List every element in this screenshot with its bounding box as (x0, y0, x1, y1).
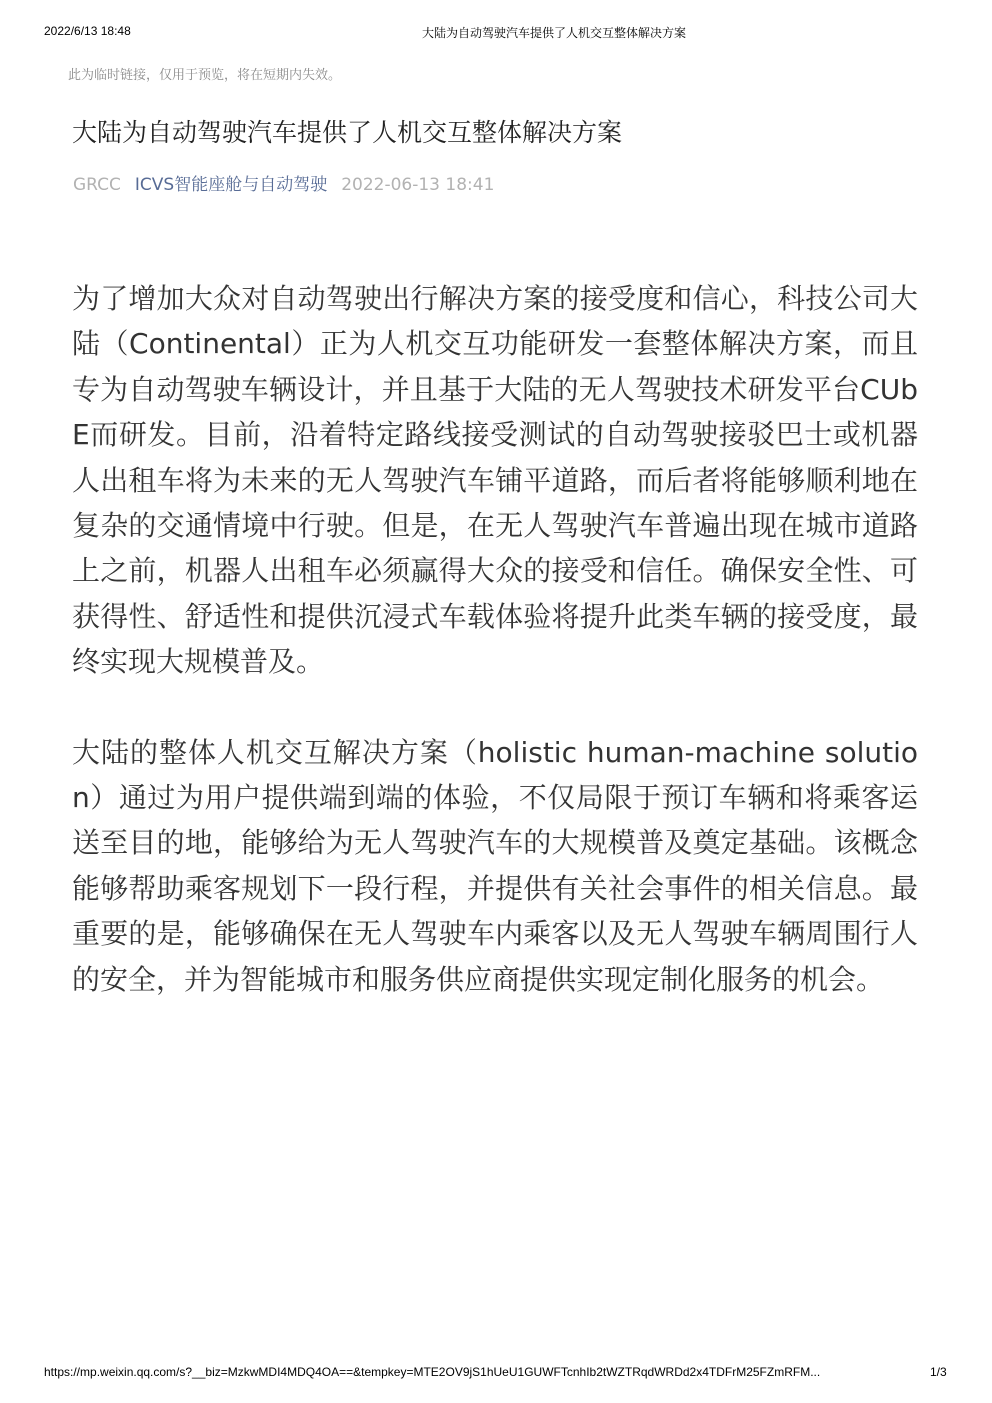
article-title: 大陆为自动驾驶汽车提供了人机交互整体解决方案 (72, 118, 623, 147)
publish-time: 2022-06-13 18:41 (341, 175, 495, 195)
author-name: GRCC (73, 175, 121, 195)
temporary-link-notice: 此为临时链接，仅用于预览，将在短期内失效。 (68, 68, 342, 83)
article-paragraph: 大陆的整体人机交互解决方案（holistic human-machine solution）通过为用户提供端到端的体验，不仅局限于预订车辆和将乘客运送至目的地，能够给为无人驾驶汽车的大规模普及奠定基础。该概念能够帮助乘客规划下一段行程，并提供有关社会事件的相关信息。最重要的是，能够确保在无人驾驶车内乘客以及无人驾驶车辆周围行人的安全，并为智能城市和服务供应商提供实现定制化服务的机会。 (72, 735, 918, 996)
article-meta (73, 170, 494, 195)
account-name-link[interactable]: ICVS智能座舱与自动驾驶 (134, 175, 328, 195)
print-footer-page-number: 1/3 (930, 1365, 947, 1379)
print-header-title: 大陆为自动驾驶汽车提供了人机交互整体解决方案 (422, 26, 687, 40)
article-paragraph: 为了增加大众对自动驾驶出行解决方案的接受度和信心，科技公司大陆（Continental）正为人机交互功能研发一套整体解决方案，而且专为自动驾驶车辆设计，并且基于大陆的无人驾驶技术研发平台CUbE而研发。目前，沿着特定路线接受测试的自动驾驶接驳巴士或机器人出租车将为未来的无人驾驶汽车铺平道路，而后者将能够顺利地在复杂的交通情境中行驶。但是，在无人驾驶汽车普遍出现在城市道路上之前，机器人出租车必须赢得大众的接受和信任。确保安全性、可获得性、舒适性和提供沉浸式车载体验将提升此类车辆的接受度，最终实现大规模普及。 (72, 282, 918, 679)
print-footer-url: https://mp.weixin.qq.com/s?__biz=MzkwMDI4MDQ4OA==&tempkey=MTE2OV9jS1hUeU1GUWFTcnhIb2tWZTRqdWRDd2x4TDFrM25FZmRFM... (44, 1365, 821, 1379)
article-content (72, 276, 918, 1047)
print-header-datetime: 2022/6/13 18:48 (44, 24, 131, 38)
